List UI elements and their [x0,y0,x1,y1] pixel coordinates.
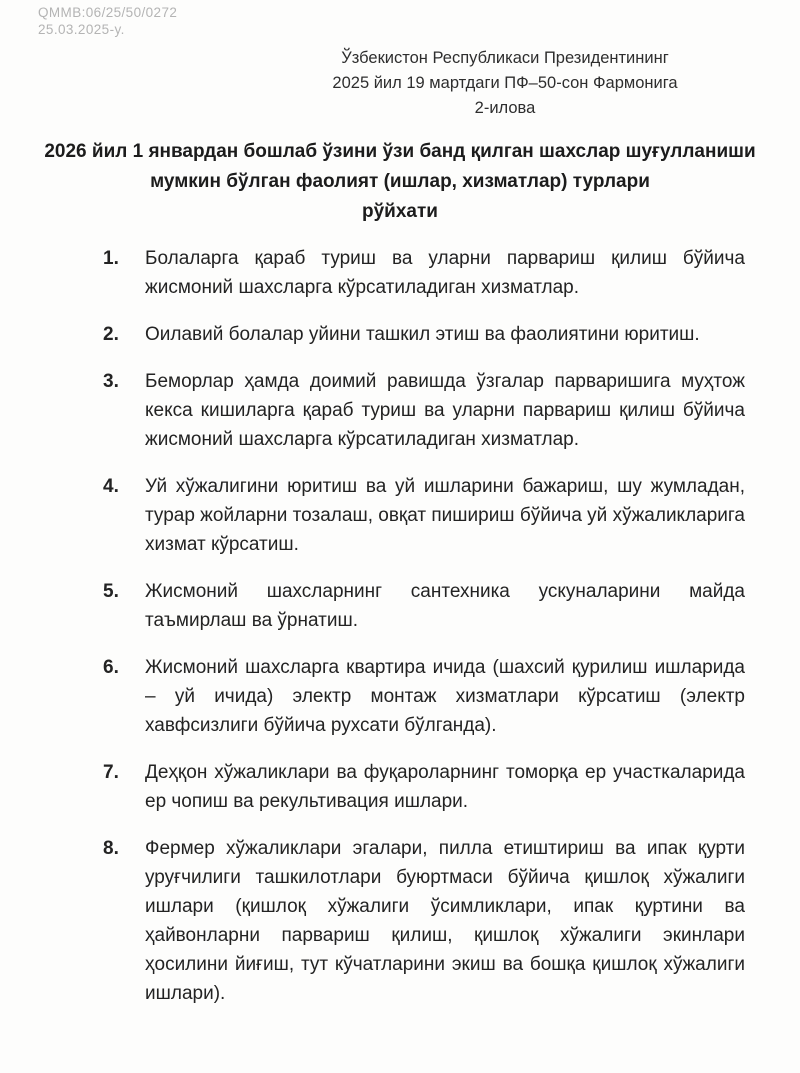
list-item [103,367,745,454]
activity-list [0,244,800,1008]
item-text: Беморлар ҳамда доимий равишда ўзгалар парваришига муҳтож кекса кишиларга қараб туриш ва уларни парвариш қилиш бўйича жисмоний шахсларга кўрсатиладиган хизматлар. [145,371,745,450]
list-item [103,244,745,302]
item-number: 5. [103,581,119,602]
item-number: 7. [103,762,119,783]
list-item [103,653,745,740]
list-item [103,320,745,349]
document-title-line: 2026 йил 1 январдан бошлаб ўзини ўзи банд қилган шахслар шуғулланиши [44,141,756,162]
item-text: Оилавий болалар уйини ташкил этиш ва фаолиятини юритиш. [145,324,700,345]
scan-stamp [38,4,177,38]
stamp-date: 25.03.2025-y. [38,22,125,37]
decree-reference-line: 2-илова [474,99,536,117]
document-title [30,137,770,227]
item-text: Болаларга қараб туриш ва уларни парвариш қилиш бўйича жисмоний шахсларга кўрсатиладиган хизматлар. [145,248,745,298]
item-number: 3. [103,371,119,392]
item-text: Уй хўжалигини юритиш ва уй ишларини бажариш, шу жумладан, турар жойларни тозалаш, овқат пишириш бўйича уй хўжаликларига хизмат кўрсатиш. [145,476,745,555]
item-text: Жисмоний шахсларга квартира ичида (шахсий қурилиш ишларида – уй ичида) электр монтаж хизматлари кўрсатиш (электр хавфсизлиги бўйича рухсати бўлганда). [145,657,745,736]
list-item [103,472,745,559]
list-item [103,834,745,1008]
document-title-line: рўйхати [362,201,438,222]
decree-reference [305,46,705,121]
item-text: Деҳқон хўжаликлари ва фуқароларнинг томорқа ер участкаларида ер чопиш ва рекультивация ишлари. [145,762,745,812]
item-number: 4. [103,476,119,497]
item-number: 8. [103,838,119,859]
item-text: Жисмоний шахсларнинг сантехника ускуналарини майда таъмирлаш ва ўрнатиш. [145,581,745,631]
list-item [103,758,745,816]
item-number: 6. [103,657,119,678]
item-number: 1. [103,248,119,269]
decree-reference-line: Ўзбекистон Республикаси Президентининг [341,49,669,67]
decree-reference-line: 2025 йил 19 мартдаги ПФ–50-сон Фармонига [332,74,678,92]
list-item [103,577,745,635]
item-number: 2. [103,324,119,345]
stamp-code: QMMB:06/25/50/0272 [38,5,178,20]
document-title-line: мумкин бўлган фаолият (ишлар, хизматлар) турлари [150,171,650,192]
item-text: Фермер хўжаликлари эгалари, пилла етиштириш ва ипак қурти уруғчилиги ташкилотлари буюртмаси бўйича қишлоқ хўжалиги ишлари (қишлоқ хўжалиги ўсимликлари, ипак қуртини ва ҳайвонларни парвариш қилиш, қишлоқ хўжалиги экинлари ҳосилини йиғиш, тут кўчатларини экиш ва бошқа қишлоқ хўжалиги ишлари). [145,838,745,1004]
